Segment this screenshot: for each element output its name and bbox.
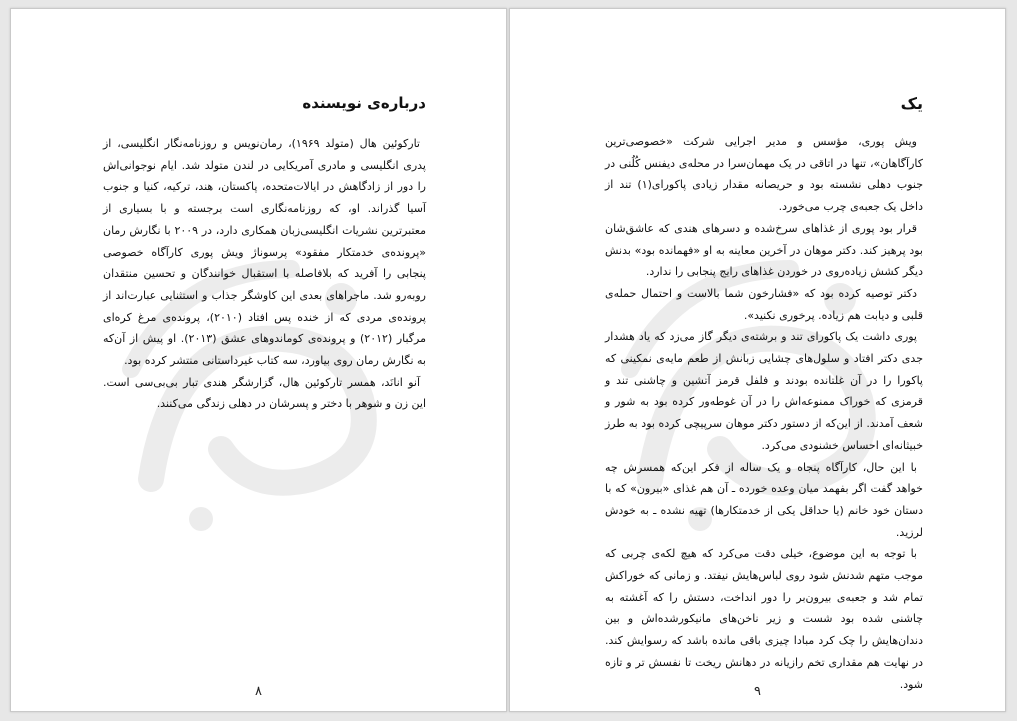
paragraph: با توجه به این موضوع، خیلی دقت می‌کرد که هیچ لکه‌ی چربی که موجب متهم شدنش شود روی لباس‌هایش نیفتد. و زمانی که خوراکش تمام شد و جعبه‌ی بیرون‌بر را دور انداخت، دستش را که آغشته به چاشنی شده بود شست و زیر ناخن‌های مانیکورشده‌اش و بین دندان‌هایش را چک کرد مبادا چیزی باقی مانده باشد که رسوایش کند. در نهایت هم مقداری تخم رازیانه در دهانش ریخت تا نفسش تر و تازه شود. [605,547,923,691]
right-page [509,8,1006,712]
paragraph: با این حال، کارآگاه پنجاه و یک ساله از فکر این‌که همسرش چه خواهد گفت اگر بفهمد میان وعده خورده ـ آن هم غذای «بیرون» که با دستان خود خانم (یا حداقل یکی از خدمتکارها) تهیه نشده ـ به خودش لرزید. [605,460,923,539]
paragraph: ویش پوری، مؤسس و مدیر اجرایی شرکت «خصوصی‌ترین کارآگاهان»، تنها در اتاقی در یک مهمان‌سرا در محله‌ی دیفنس کُلُنی در جنوب دهلی نشسته بود و حریصانه مقدار زیادی پاکورای(۱) تند از داخل یک جعبه‌ی چرب می‌خورد. [605,135,923,214]
paragraph: تارکوئین هال (متولد ۱۹۶۹)، رمان‌نویس و روزنامه‌نگار انگلیسی، از پدری انگلیسی و مادری آمریکایی در لندن متولد شد. ایام نوجوانی‌اش را دور از زادگاهش در ایالات‌متحده، پاکستان، هند، ترکیه، کنیا و جنوب آسیا گذراند. او، که روزنامه‌نگاری است برجسته و با بسیاری از معتبرترین نشریات انگلیسی‌زبان همکاری دارد، در ۲۰۰۹ با نگارش رمان «پرونده‌ی خدمتکار مفقود» پرسوناژ ویش پوری کارآگاه خصوصی پنجابی را آفرید که بلافاصله با استقبال خوانندگان و تحسین منتقدان روبه‌رو شد. ماجراهای بعدی این کاوشگر جذاب و استثنایی عبارت‌اند از پرونده‌ی مردی که از خنده پس افتاد (۲۰۱۰)، پرونده‌ی مرغ کره‌ای مرگبار (۲۰۱۲) و پرونده‌ی کوماندوهای عشق (۲۰۱۳). او پیش از آن‌که به نگارش رمان روی بیاورد، سه کتاب غیرداستانی منتشر کرده بود. [103,137,426,368]
page-body [103,133,426,415]
page-title: درباره‌ی نویسنده [302,94,426,112]
page-number: ۹ [754,684,761,699]
paragraph: دکتر توصیه کرده بود که «فشارخون شما بالاست و احتمال حمله‌ی قلبی و دیابت هم زیاده. پرخوری نکنید». [605,286,923,322]
paragraph: آنو انانَد، همسر تارکوئین هال، گزارشگر هندی تبار بی‌بی‌سی است. این زن و شوهر با دختر و پسرشان در دهلی زندگی می‌کنند. [103,375,426,411]
paragraph: قرار بود پوری از غذاهای سرخ‌شده و دسرهای هندی که عاشق‌شان بود پرهیز کند. دکتر موهان در آخرین معاینه به او «فهمانده بود» بدنش دیگر کشش زیاده‌روی در خوردن غذاهای رایج پنجابی را ندارد. [605,221,923,279]
chapter-title: یک [900,94,923,113]
left-page [10,8,507,712]
page-body [605,131,923,695]
paragraph: پوری داشت یک پاکورای تند و برشته‌ی دیگر گاز می‌زد که یاد هشدار جدی دکتر افتاد و سلول‌های چشایی زبانش از طعم مایه‌ی نمکینی که پاکورا را در آن غلتانده بودند و فلفل قرمز آتشین و چاشنی تند و قرمزی که خوراک ممنوعه‌اش را در آن غوطه‌ور کرده بود به شور و شعف آمدند. از این‌که از دستور دکتر موهان سرپیچی کرده بود به طرز خبیثانه‌ای احساس خشنودی می‌کرد. [605,330,923,452]
page-number: ۸ [255,684,262,699]
